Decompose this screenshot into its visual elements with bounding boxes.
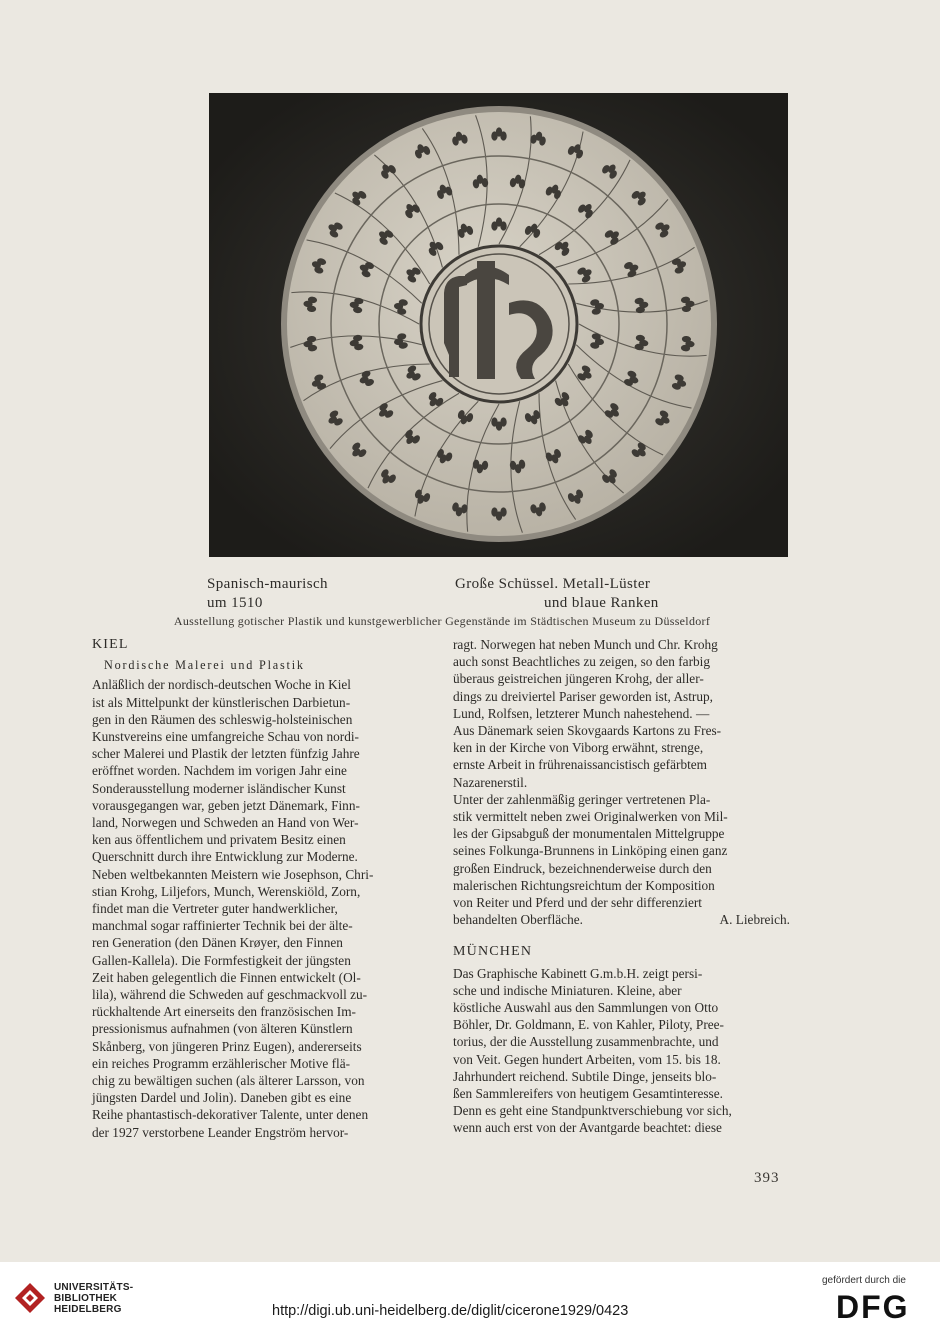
page-number: 393 — [754, 1170, 780, 1186]
text-line: land, Norwegen und Schweden an Hand von Wer- — [92, 815, 359, 831]
text-line: seines Folkunga-Brunnens in Linköping einen ganz — [453, 843, 728, 859]
text-line: vorausgegangen war, geben jetzt Dänemark, Finn- — [92, 797, 360, 813]
text-line: ren Generation (den Dänen Krøyer, den Finnen — [92, 935, 343, 951]
text-line: ragt. Norwegen hat neben Munch und Chr. Krohg — [453, 637, 718, 652]
text-line: jüngsten Dardel und Jolin). Daneben gibt es eine — [92, 1090, 352, 1106]
text-line: der 1927 verstorbene Leander Engström hervor- — [92, 1124, 349, 1140]
signature-line — [453, 911, 790, 928]
section-heading-kiel: KIEL — [92, 637, 129, 652]
right-column — [453, 636, 790, 1137]
caption-date: um 1510 — [207, 595, 263, 611]
text-line: ken aus öffentlichem und privatem Besitz einen — [92, 832, 346, 848]
library-name — [54, 1282, 133, 1315]
text-line: dings zu dreiviertel Pariser geworden ist, Astrup, — [453, 688, 713, 704]
dfg-logo: DFG — [836, 1289, 910, 1325]
text-line: Skånberg, von jüngeren Prinz Eugen), andererseits — [92, 1038, 362, 1054]
text-line: Denn es geht eine Standpunktverschiebung vor sich, — [453, 1103, 732, 1119]
text-line: ist als Mittelpunkt der künstlerischen Darbietun- — [92, 694, 351, 710]
text-line: rückhaltende Art einerseits den französischen Im- — [92, 1004, 356, 1020]
text-line: Querschnitt durch ihre Entwicklung zur Moderne. — [92, 849, 358, 865]
text-line: Reihe phantastisch-dekorativer Talente, unter denen — [92, 1107, 369, 1123]
caption-exhibition: Ausstellung gotischer Plastik und kunstgewerblicher Gegenstände im Städtischen Museum zu Düsseldorf — [173, 614, 711, 628]
text-line: sche und indische Miniaturen. Kleine, aber — [453, 982, 682, 998]
paragraph-final-line: behandelten Oberfläche. — [453, 912, 583, 928]
left-column — [92, 636, 429, 1141]
text-line: Nazarenerstil. — [453, 774, 528, 790]
text-line: von Reiter und Pferd und der sehr differenziert — [453, 895, 702, 911]
text-line: scher Malerei und Plastik der letzten fünfzig Jahre — [92, 746, 360, 762]
section-heading-muenchen: MÜNCHEN — [453, 944, 533, 960]
text-line: Gallen-Kallela). Die Formfestigkeit der jüngsten — [92, 952, 351, 968]
text-line: Böhler, Dr. Goldmann, E. von Kahler, Piloty, Pree- — [453, 1017, 724, 1033]
text-line: findet man die Vertreter guter handwerklicher, — [92, 901, 338, 917]
article-muenchen-body — [453, 965, 790, 1137]
text-line: pressionismus aufnahmen (von älteren Künstlern — [92, 1021, 353, 1037]
text-line: auch sonst Beachtliches zu zeigen, so den farbig — [453, 654, 710, 670]
text-line: eröffnet worden. Nachdem im vorigen Jahr eine — [92, 763, 347, 779]
caption-title-cont: und blaue Ranken — [544, 595, 659, 611]
footer-bar — [0, 1262, 940, 1332]
library-name-line2: BIBLIOTHEK — [54, 1293, 118, 1304]
text-line: stian Krohg, Liljefors, Munch, Werenskiöld, Zorn, — [92, 883, 361, 899]
text-line: ßen Sammlereifers von heutigem Gesamtinteresse. — [453, 1086, 723, 1102]
text-line: Lund, Rolfsen, letzterer Munch nahestehend. — — [453, 705, 710, 721]
text-line: Kunstvereins eine umfangreiche Schau von nordi- — [92, 729, 359, 745]
author-signature: A. Liebreich. — [719, 912, 790, 928]
text-line: lila), während die Schweden auf geschmackvoll zu- — [92, 987, 368, 1003]
text-line: Aus Dänemark seien Skovgaards Kartons zu Fres- — [453, 723, 722, 739]
text-line: ernste Arbeit in frührenaissancistisch gefärbtem — [453, 757, 708, 773]
text-line: großen Eindruck, bezeichnenderweise durch den — [453, 860, 712, 876]
text-line: überaus geistreichen jüngeren Krohg, der aller- — [453, 671, 704, 687]
text-line: Jahrhundert reichend. Subtile Dinge, jenseits blo- — [453, 1068, 717, 1084]
text-line: köstliche Auswahl aus den Sammlungen von Otto — [453, 1000, 719, 1016]
article-kiel-body — [92, 676, 429, 1140]
text-line: Zeit haben gelegentlich die Finnen entwickelt (Ol- — [92, 969, 361, 985]
text-line: malerischen Richtungsreichtum der Komposition — [453, 877, 715, 893]
dish-photograph — [209, 93, 788, 557]
caption-title: Große Schüssel. Metall-Lüster — [455, 576, 651, 592]
text-line: Das Graphische Kabinett G.m.b.H. zeigt persi- — [453, 965, 703, 981]
text-line: von Veit. Gegen hundert Arbeiten, vom 15. bis 18. — [453, 1051, 721, 1067]
text-line: wenn auch erst von der Avantgarde beachtet: diese — [453, 1120, 722, 1136]
caption-origin: Spanisch-maurisch — [207, 576, 328, 592]
text-line: stik vermittelt neben zwei Originalwerken von Mil- — [453, 809, 728, 825]
text-line: les der Gipsabguß der monumentalen Mittelgruppe — [453, 826, 725, 842]
article-sculpture-paragraph — [453, 791, 790, 911]
library-name-line1: UNIVERSITÄTS- — [54, 1282, 134, 1293]
text-line: manchmal sogar raffinierter Technik bei der älte- — [92, 918, 353, 934]
text-line: Sonderausstellung moderner isländischer Kunst — [92, 780, 346, 796]
section-subheading: Nordische Malerei und Plastik — [104, 658, 305, 673]
text-line: Unter der zahlenmäßig geringer vertretenen Pla- — [453, 791, 711, 807]
article-kiel-continued — [453, 636, 790, 791]
text-line: ein reiches Programm erzählerischer Motive flä- — [92, 1055, 351, 1071]
dish-illustration — [209, 93, 788, 557]
funding-label: gefördert durch die — [822, 1275, 906, 1286]
library-name-line3: HEIDELBERG — [54, 1304, 122, 1315]
source-url-link[interactable]: http://digi.ub.uni-heidelberg.de/diglit/cicerone1929/0423 — [272, 1303, 629, 1319]
text-line: Anläßlich der nordisch-deutschen Woche in Kiel — [92, 677, 352, 693]
text-line: gen in den Räumen des schleswig-holsteinischen — [92, 711, 353, 727]
text-line: chig zu bewältigen suchen (als älterer Larsson, von — [92, 1073, 365, 1089]
text-line: Neben weltbekannten Meistern wie Josephson, Chri- — [92, 866, 374, 882]
university-library-logo-icon — [12, 1280, 48, 1316]
text-line: torius, der die Ausstellung zusammenbrachte, und — [453, 1034, 719, 1050]
text-line: ken in der Kirche von Viborg erwähnt, strenge, — [453, 740, 704, 756]
